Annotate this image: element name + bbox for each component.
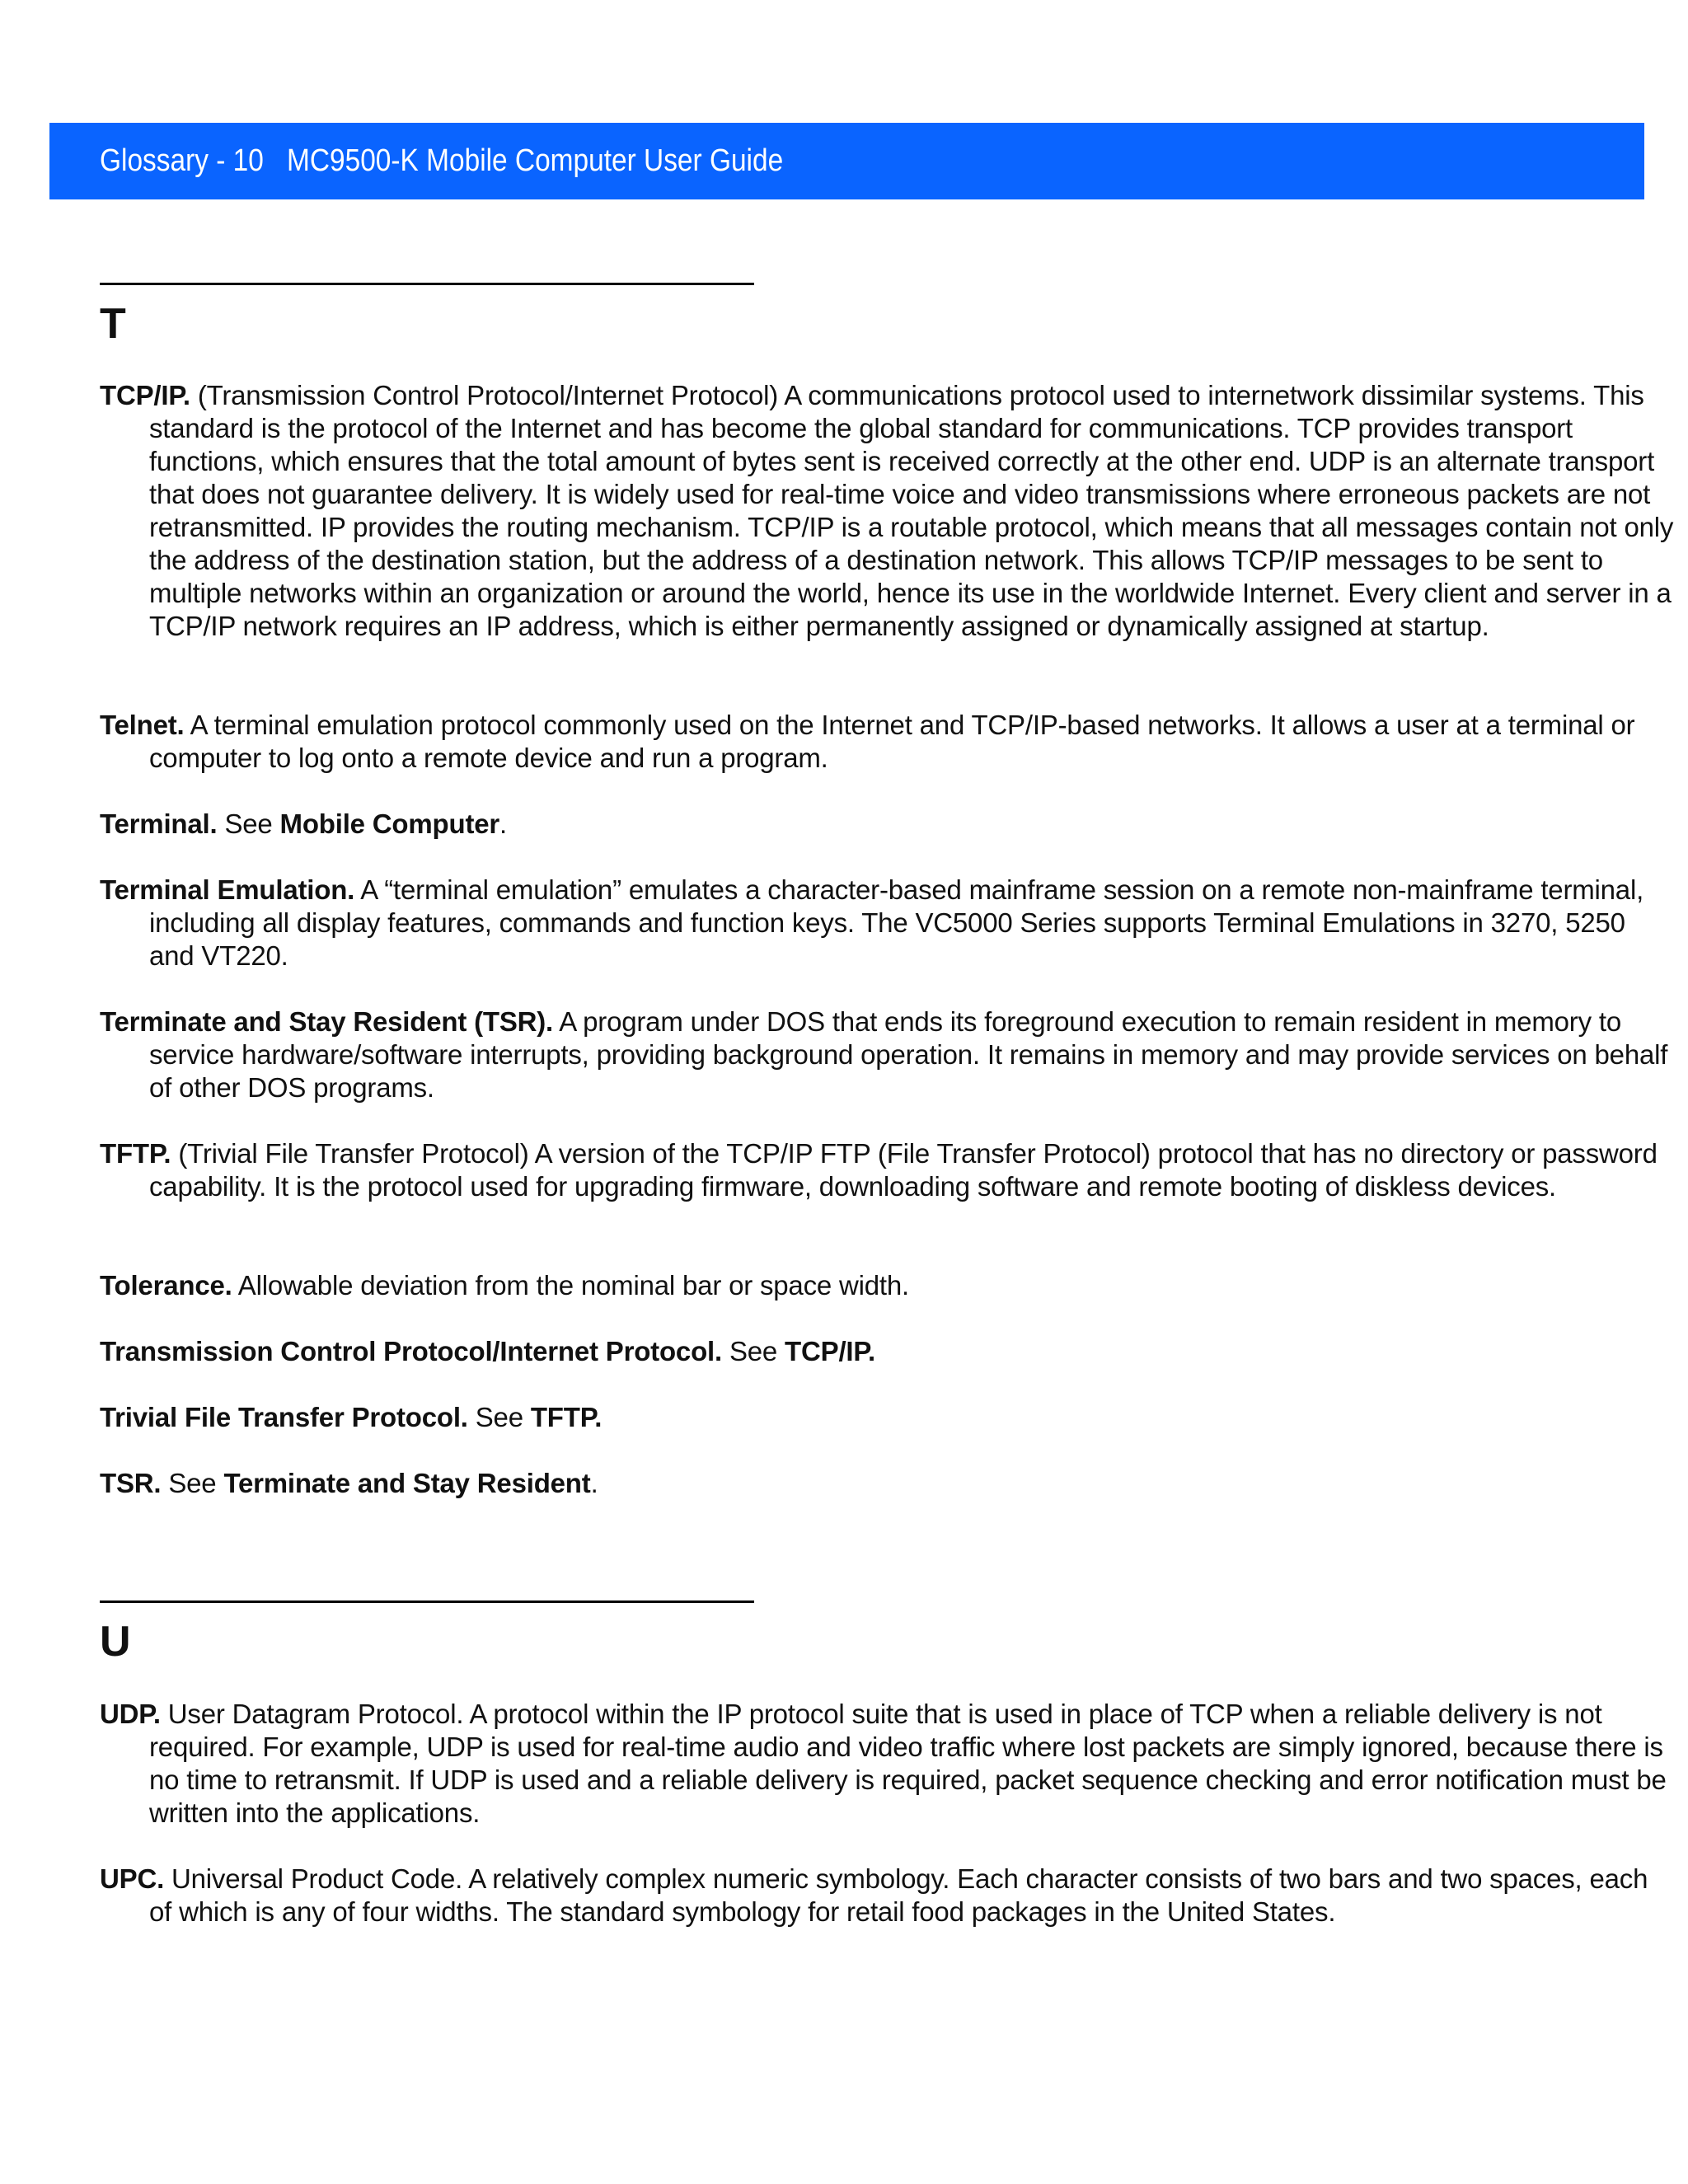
entry-term: Terminate and Stay Resident (TSR). [100, 1006, 554, 1037]
glossary-entry-terminal [100, 808, 1674, 841]
entry-cross-reference: TCP/IP. [785, 1336, 875, 1366]
entry-definition: (Transmission Control Protocol/Internet Protocol) A communications protocol used to internetwork dissimilar systems. This standard is the protocol of the Internet and has become the global standard for communications. TCP provides transport functions, which ensures that the total amount of bytes sent is received correctly at the other end. UDP is an alternate transport that does not guarantee delivery. It is widely used for real-time voice and video transmissions where erroneous packets are not retransmitted. IP provides the routing mechanism. TCP/IP is a routable protocol, which means that all messages contain not only the address of the destination station, but the address of a destination network. This allows TCP/IP messages to be sent to multiple networks within an organization or around the world, hence its use in the worldwide Internet. Every client and server in a TCP/IP network requires an IP address, which is either permanently assigned or dynamically assigned at startup. [149, 380, 1674, 641]
entry-term: TCP/IP. [100, 380, 190, 410]
section-u-letter: U [100, 1618, 131, 1666]
entry-cross-reference: Terminate and Stay Resident [223, 1468, 591, 1498]
glossary-entry-udp [100, 1698, 1674, 1830]
entry-definition: Allowable deviation from the nominal bar or space width. [237, 1270, 910, 1301]
entry-definition: (Trivial File Transfer Protocol) A version of the TCP/IP FTP (File Transfer Protocol) protocol that has no directory or password capability. It is the protocol used for upgrading firmware, downloading software and remote booting of diskless devices. [149, 1138, 1658, 1202]
section-t-rule [100, 283, 754, 285]
entry-definition: A program under DOS that ends its foreground execution to remain resident in memory to service hardware/software interrupts, providing background operation. It remains in memory and may provide services on behalf of other DOS programs. [149, 1006, 1668, 1103]
glossary-entry-tcpip-full [100, 1335, 1674, 1368]
glossary-entry-upc [100, 1863, 1674, 1929]
entry-see: See [475, 1402, 523, 1432]
section-u-rule [100, 1601, 754, 1603]
entry-see: See [729, 1336, 778, 1366]
entry-definition: Universal Product Code. A relatively complex numeric symbology. Each character consists of two bars and two spaces, each of which is any of four widths. The standard symbology for retail food packages in the United States. [149, 1863, 1648, 1927]
entry-term: Transmission Control Protocol/Internet Protocol. [100, 1336, 722, 1366]
entry-term: TFTP. [100, 1138, 171, 1169]
entry-definition: A “terminal emulation” emulates a character-based mainframe session on a remote non-mainframe terminal, including all display features, commands and function keys. The VC5000 Series supports Terminal Emulations in 3270, 5250 and VT220. [149, 874, 1644, 971]
glossary-entry-tolerance [100, 1269, 1674, 1302]
entry-term: TSR. [100, 1468, 162, 1498]
entry-definition: User Datagram Protocol. A protocol within the IP protocol suite that is used in place of TCP when a reliable delivery is not required. For example, UDP is used for real-time audio and video traffic where lost packets are simply ignored, because there is no time to retransmit. If UDP is used and a reliable delivery is required, packet sequence checking and error notification must be written into the applications. [149, 1699, 1667, 1828]
section-t-letter: T [100, 300, 126, 348]
entry-term: UDP. [100, 1699, 161, 1729]
glossary-entry-tftp [100, 1137, 1674, 1203]
header-title: MC9500-K Mobile Computer User Guide [287, 143, 784, 178]
header-text [100, 123, 783, 199]
entry-cross-reference: TFTP. [530, 1402, 603, 1432]
entry-term: Terminal Emulation. [100, 874, 355, 905]
glossary-entry-tsr-full [100, 1005, 1674, 1104]
entry-term: UPC. [100, 1863, 165, 1894]
entry-end: . [499, 808, 507, 839]
glossary-entry-tsr [100, 1467, 1674, 1500]
glossary-entry-tcpip [100, 379, 1674, 643]
glossary-entry-telnet [100, 709, 1674, 775]
header-page-number: Glossary - 10 [100, 143, 264, 178]
glossary-entry-terminal-emulation [100, 874, 1674, 972]
entry-end: . [590, 1468, 598, 1498]
entry-term: Terminal. [100, 808, 218, 839]
entry-term: Trivial File Transfer Protocol. [100, 1402, 468, 1432]
entry-see: See [168, 1468, 217, 1498]
entry-term: Tolerance. [100, 1270, 232, 1301]
entry-see: See [224, 808, 273, 839]
entry-definition: A terminal emulation protocol commonly used on the Internet and TCP/IP-based networks. It allows a user at a terminal or computer to log onto a remote device and run a program. [149, 710, 1635, 773]
entry-cross-reference: Mobile Computer [279, 808, 500, 839]
glossary-entry-tftp-full [100, 1401, 1674, 1434]
page-header [49, 123, 1644, 199]
entry-term: Telnet. [100, 710, 185, 740]
